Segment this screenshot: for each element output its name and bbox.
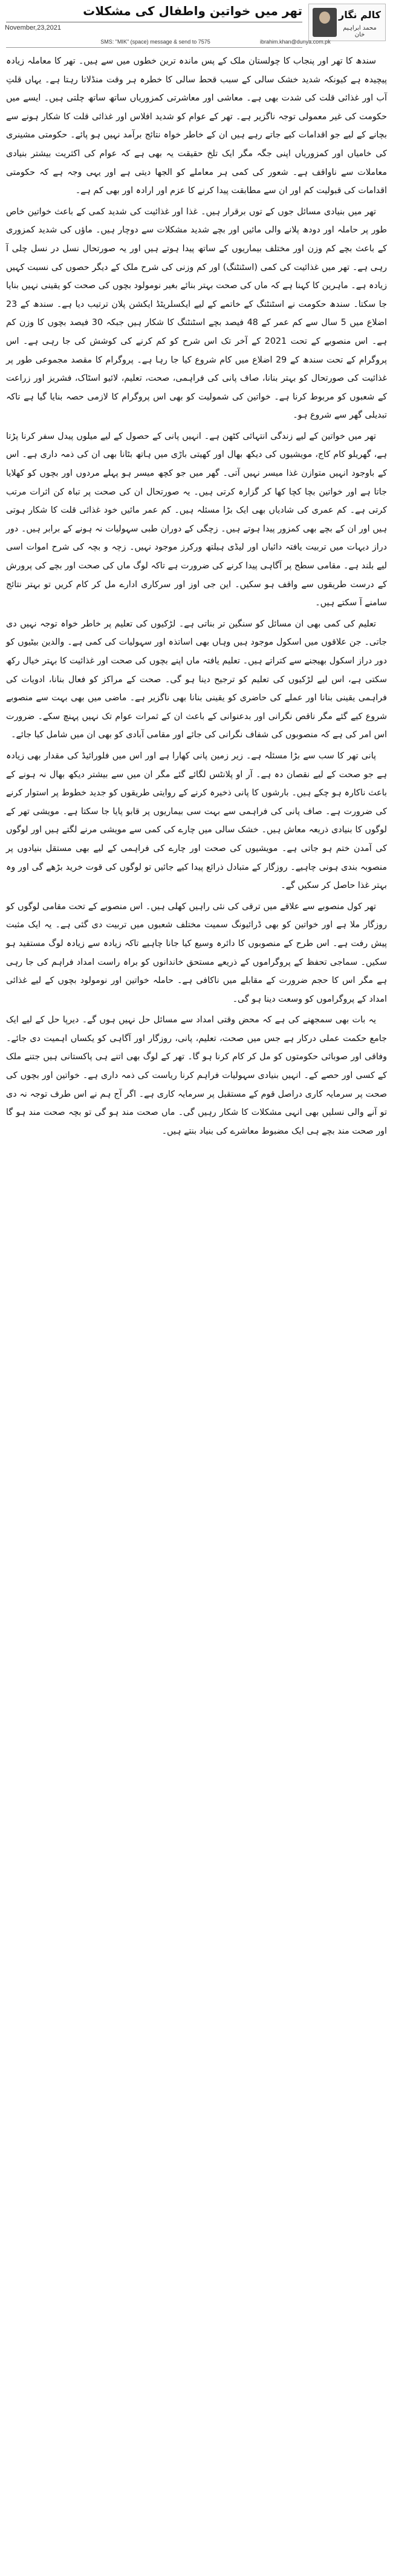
logo-name: کالم نگار <box>339 9 381 21</box>
article-paragraph: تھر کول منصوبے سے علاقے میں ترقی کی نئی راہیں کھلی ہیں۔ اس منصوبے کے تحت مقامی لوگوں کو روزگار ملا ہے اور خواتین کو بھی ڈرائیونگ سمیت مختلف شعبوں میں تربیت دی گئی ہے۔ یہ ایک مثبت پیش رفت ہے۔ اس طرح کے منصوبوں کا دائرہ وسیع کیا جانا چاہیے تاکہ زیادہ سے زیادہ لوگ مستفید ہو سکیں۔ سماجی تحفظ کے پروگراموں کے ذریعے مستحق خاندانوں کو براہ راست امداد فراہم کی جا رہی ہے مگر اس کا حجم ضرورت کے مقابلے میں ناکافی ہے۔ حاملہ خواتین اور نومولود بچوں کے لیے غذائی امداد کے پروگراموں کو وسعت دینا ہو گی۔ <box>6 901 387 1004</box>
columnist-logo <box>308 4 386 41</box>
page-title: تھر میں خواتین واطفال کی مشکلات <box>83 4 302 18</box>
columnist-name: محمد ابراہیم خان <box>343 25 377 38</box>
article-paragraph: تعلیم کی کمی بھی ان مسائل کو سنگین تر بناتی ہے۔ لڑکیوں کی تعلیم پر خاطر خواہ توجہ نہیں دی جاتی۔ جن علاقوں میں اسکول موجود ہیں وہاں بھی اساتذہ اور سہولیات کی کمی ہے۔ والدین بیٹیوں کو دور دراز اسکول بھیجنے سے کتراتے ہیں۔ تعلیم یافتہ ماں اپنے بچوں کی صحت اور غذائیت کا بہتر خیال رکھ سکتی ہے، اس لیے لڑکیوں کی تعلیم کو ترجیح دینا ہو گی۔ صحت کے مراکز کو فعال بنانا، ادویات کی فراہمی یقینی بنانا اور عملے کی حاضری کو یقینی بنانا بھی ناگزیر ہے۔ ماضی میں بھی بہت سے منصوبے شروع کیے گئے مگر ناقص نگرانی اور بدعنوانی کے باعث ان کے ثمرات عوام تک نہیں پہنچ سکے۔ ضرورت اس امر کی ہے کہ منصوبوں کی شفاف نگرانی کی جائے اور مقامی آبادی کو بھی ان میں شامل کیا جائے۔ <box>6 619 387 740</box>
article-paragraph: تھر میں بنیادی مسائل جوں کے توں برقرار ہیں۔ غذا اور غذائیت کی شدید کمی کے باعث خواتین خاص طور پر حاملہ اور دودھ پلانے والی مائیں اور بچے شدید مشکلات سے دوچار ہیں۔ ماؤں کی شدید کمزوری کے باعث بچے کم وزن اور مختلف بیماریوں کے ساتھ پیدا ہوتے ہیں اور یہ صورتحال نسل در نسل چلی آ رہی ہے۔ تھر میں غذائیت کی کمی (اسٹنٹنگ) اور کم وزنی کی شرح ملک کے دیگر حصوں کی نسبت کہیں زیادہ ہے۔ ماہرین کا کہنا ہے کہ ماں کی صحت بہتر بنائے بغیر نومولود بچوں کی صحت کو یقینی نہیں بنایا جا سکتا۔ سندھ حکومت نے اسٹنٹنگ کے خاتمے کے لیے ایکسلریٹڈ ایکشن پلان ترتیب دیا ہے۔ سندھ کے 23 اضلاع میں 5 سال سے کم عمر کے 48 فیصد بچے اسٹنٹنگ کا شکار ہیں جبکہ 30 فیصد بچوں کا وزن کم ہے۔ اس منصوبے کے تحت 2021 کے آخر تک اس شرح کو کم کرنے کی کوشش کی جا رہی ہے۔ اس پروگرام کے تحت سندھ کے 29 اضلاع میں کام شروع کیا جا رہا ہے۔ پروگرام کا مقصد مجموعی طور پر غذائیت کی صورتحال کو بہتر بنانا، صاف پانی کی فراہمی، صحت، تعلیم، لائیو اسٹاک، فشریز اور زراعت کے شعبوں کو مربوط کرنا ہے۔ خواتین کی شمولیت کو بھی اس پروگرام کا لازمی حصہ بنایا گیا ہے تاکہ تبدیلی گھر سے شروع ہو۔ <box>6 206 387 421</box>
sms-instructions: SMS: "MIK" (space) message & send to 7575 <box>100 39 210 45</box>
article-paragraph: یہ بات بھی سمجھنے کی ہے کہ محض وقتی امداد سے مسائل حل نہیں ہوں گے۔ دیرپا حل کے لیے ایک جامع حکمت عملی درکار ہے جس میں صحت، تعلیم، پانی، روزگار اور آگاہی کو یکساں اہمیت دی جائے۔ وفاقی اور صوبائی حکومتوں کو مل کر کام کرنا ہو گا۔ تھر کے لوگ بھی اتنے ہی پاکستانی ہیں جتنے ملک کے کسی اور حصے کے۔ انہیں بنیادی سہولیات فراہم کرنا ریاست کی ذمہ داری ہے۔ خواتین اور بچوں کی صحت پر سرمایہ کاری دراصل قوم کے مستقبل پر سرمایہ کاری ہے۔ اگر آج ہم نے اس طرف توجہ نہ دی تو آنے والی نسلیں بھی انہی مشکلات کا شکار رہیں گی۔ ماں صحت مند ہو گی تو بچہ صحت مند ہو گا اور صحت مند بچے ہی ایک مضبوط معاشرے کی بنیاد بنتے ہیں۔ <box>6 1015 387 1136</box>
columnist-photo <box>313 8 337 37</box>
article-paragraph: تھر میں خواتین کے لیے زندگی انتہائی کٹھن ہے۔ انہیں پانی کے حصول کے لیے میلوں پیدل سفر کرنا پڑتا ہے، گھریلو کام کاج، مویشیوں کی دیکھ بھال اور کھیتی باڑی میں ہاتھ بٹانا بھی ان کی ذمہ داری ہے۔ اس کے باوجود انہیں متوازن غذا میسر نہیں آتی۔ گھر میں جو کچھ میسر ہو پہلے مردوں اور بچوں کو کھلایا جاتا ہے اور خواتین بچا کچا کھا کر گزارہ کرتی ہیں۔ یہ صورتحال ان کی صحت پر تباہ کن اثرات مرتب کرتی ہے۔ کم عمری کی شادیاں بھی ایک بڑا مسئلہ ہیں۔ کم عمر مائیں خود غذائی قلت کا شکار ہوتی ہیں اور ان کے بچے بھی کمزور پیدا ہوتے ہیں۔ زچگی کے دوران طبی سہولیات نہ ہونے کے برابر ہیں۔ دور دراز دیہات میں تربیت یافتہ دائیاں اور لیڈی ہیلتھ ورکرز موجود نہیں۔ زچہ و بچہ کی شرح اموات اسی لیے بلند ہے۔ مقامی سطح پر آگاہی پیدا کرنے کی ضرورت ہے تاکہ لوگ ماں کی صحت اور بچے کی پرورش کے درست طریقوں سے واقف ہو سکیں۔ این جی اوز اور سرکاری ادارے مل کر کام کریں تو بہتر نتائج سامنے آ سکتے ہیں۔ <box>6 431 387 608</box>
header-divider <box>6 47 302 48</box>
publish-date: November,23,2021 <box>5 24 61 31</box>
column-header <box>0 0 393 38</box>
author-email[interactable]: ibrahim.khan@dunya.com.pk <box>260 39 331 45</box>
article-paragraph: سندھ کا تھر اور پنجاب کا چولستان ملک کے پس ماندہ ترین خطوں میں سے ہیں۔ تھر کا معاملہ زیادہ پیچیدہ ہے کیونکہ شدید خشک سالی کے سبب قحط سالی کا خطرہ ہر وقت منڈلاتا رہتا ہے۔ یہاں قلتِ آب اور غذائی قلت کی شدت بھی ہے۔ معاشی اور معاشرتی کمزوریاں ساتھ ساتھ چلتی ہیں۔ ایسے میں حکومت کی غیر معمولی توجہ ناگزیر ہے۔ تھر کے عوام کو شدید افلاس اور غذائی قلت کا شکار ہونے سے بچانے کے لیے جو اقدامات کیے جاتے رہے ہیں ان کے خاطر خواہ نتائج برآمد نہیں ہو پائے۔ حکومتی مشینری کی خامیاں اور کمزوریاں اپنی جگہ مگر ایک تلخ حقیقت یہ بھی ہے کہ عوام کی اکثریت بیشتر بنیادی معاملات سے ناواقف ہے۔ شعور کی کمی ہر معاملے کو الجھا دیتی ہے اور یہی وجہ ہے کہ حکومتی اقدامات کی قبولیت کم اور ان سے مطابقت پیدا کرنے کا عزم اور ارادہ اور بھی کم ہے۔ <box>6 56 387 196</box>
article-paragraph: پانی تھر کا سب سے بڑا مسئلہ ہے۔ زیر زمین پانی کھارا ہے اور اس میں فلورائیڈ کی مقدار بھی زیادہ ہے جو صحت کے لیے نقصان دہ ہے۔ آر او پلانٹس لگائے گئے مگر ان میں سے بیشتر دیکھ بھال نہ ہونے کے باعث ناکارہ ہو چکے ہیں۔ بارشوں کا پانی ذخیرہ کرنے کے روایتی طریقوں کو جدید خطوط پر استوار کرنے کی ضرورت ہے۔ صاف پانی کی فراہمی سے بہت سی بیماریوں پر قابو پایا جا سکتا ہے۔ مویشی تھر کے لوگوں کا بنیادی ذریعہ معاش ہیں۔ خشک سالی میں چارے کی کمی سے مویشی مرنے لگتے ہیں اور لوگوں کی آمدن ختم ہو جاتی ہے۔ مویشیوں کی صحت اور چارے کی فراہمی کے لیے بھی مستقل بنیادوں پر منصوبہ بندی ہونی چاہیے۔ روزگار کے متبادل ذرائع پیدا کیے جائیں تو لوگوں کی قوت خرید بڑھے گی اور وہ بہتر غذا حاصل کر سکیں گے۔ <box>6 751 387 891</box>
article-body <box>6 52 387 1143</box>
